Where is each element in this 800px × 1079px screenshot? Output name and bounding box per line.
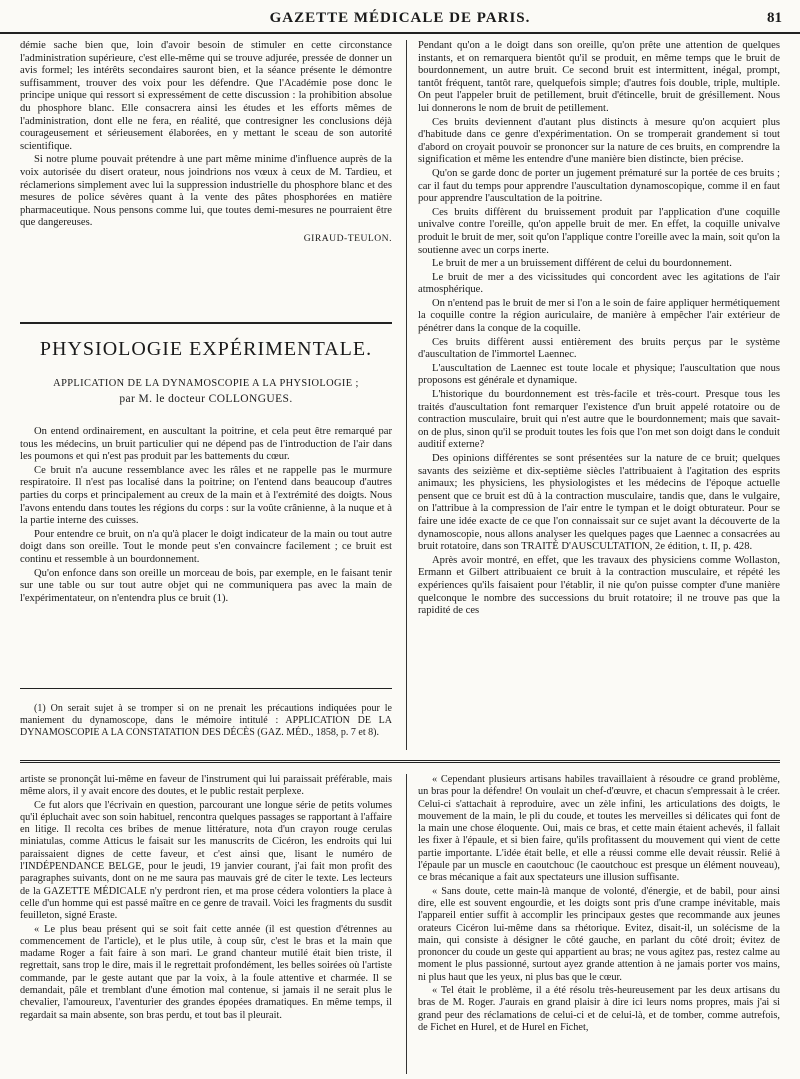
feuilleton-divider xyxy=(20,760,780,761)
signature: GIRAUD-TEULON. xyxy=(303,232,392,244)
paragraph: L'historique du bourdonnement est très-facile et très-court. Presque tous les traités d'auscultation font remarquer l'existence d'un bruit appelé rotatoire ou de contraction musculaire, bruit qui n'est autre que le bourdonnement; mais que savait-on de plus, sinon qu'il se produit toutes les fois que l'on met son doigt dans le conduit auditif externe? xyxy=(418,389,780,451)
paragraph: On entend ordinairement, en auscultant la poitrine, et cela peut être remarqué par tous les médecins, un bruit particulier qui ne dépend pas de l'introduction de l'air dans les poumons et qui n'est pas produit par les battements du cœur. xyxy=(20,426,392,463)
journal-title: GAZETTE MÉDICALE DE PARIS. xyxy=(269,10,531,26)
column-rule xyxy=(406,774,407,1074)
paragraph: Après avoir montré, en effet, que les travaux des physiciens comme Wollaston, Ermann et Gilbert attribuaient ce bruit à la contraction musculaire, et répété les expériences qu'ils faisaient pour l'établir, il nie qu'on puisse compter d'une manière quelconque le nombre des successions du bruit rotatoire; il ne trouve pas que la rapidité de ces xyxy=(418,554,780,617)
feuilleton-divider xyxy=(20,762,780,763)
paragraph: « Le plus beau présent qui se soit fait cette année (il est question d'étrennes au commencement de l'article), et le plus utile, à coup sûr, c'est le bras et la main que madame Roger a fait faire à son mari. Le grand chanteur mutilé était bien triste, il regrettait, sans trop le dire, mais il le regrettait profondément, les belles soirées où l'artiste commande, par le geste autant que par la voix, à la foule attentive et charmée. Il se demandait, pâle et tremblant d'une émotion mal contenue, si jamais il ne serait plus le chevalier, l'amoureux, l'aventurier des grandes épopées dramatiques. En même temps, il regardait sa main absente, son bras perdu, et tout bas il pleurait. xyxy=(20,923,392,1021)
column-right-top xyxy=(418,40,780,619)
page-header xyxy=(0,8,800,34)
feuilleton-right xyxy=(418,774,780,1035)
paragraph: démie sache bien que, loin d'avoir besoin de stimuler en cette circonstance l'administration supérieure, c'est elle-même qui se trouve adjurée, pressée de donner un avis formel; les intérêts secondaires sauront bien, et la séance présente le démontre suffisamment, trouver des voix pour les défendre. Que l'Académie pose donc le principe unique qui ressort si expressément de cette discussion : la prohibition absolue du phosphore blanc. Elle consacrera ainsi les études et les efforts mêmes de l'administration, dont elle ne fera, en réalité, que contresigner les conclusions déjà courageusement et sérieusement élaborées, en y mettant le sceau de son autorité scientifique. xyxy=(20,40,392,152)
paragraph: Pour entendre ce bruit, on n'a qu'à placer le doigt indicateur de la main ou tout autre doigt dans son oreille. Tout le monde peut s'en convaincre facilement ; ce bruit est continu et ressemble à un bourdonnement. xyxy=(20,528,392,565)
paragraph: Ce fut alors que l'écrivain en question, parcourant une longue série de petits volumes qu'il épluchait avec son soin habituel, rencontra quelques passages se rapportant à l'affaire en litige. Il recolta ces bribes de menue littérature, nota d'un crayon rouge cerulas miniatulas, comme Atticus le faisait sur les manuscrits de Cicéron, les endroits qui lui paraissaient dignes de cette faveur, et c'est ainsi que, lisant le numéro de l'INDÉPENDANCE BELGE, pour le jeudi, 19 janvier courant, j'ai fait mon profit des paragraphes suivants, dont on ne me saura pas mauvais gré de citer le texte. Les lecteurs de la GAZETTE MÉDICALE n'y perdront rien, et ma prose cédera volontiers la place à celle d'un homme qui est passé maître en ce genre de travail. Voici les fragments du susdit feuilleton, signé Eraste. xyxy=(20,799,392,922)
paragraph: « Tel était le problème, il a été résolu très-heureusement par les deux artisans du bras de M. Roger. J'aurais en grand plaisir à dire ici leurs noms propres, mais j'ai si grand peur des réclamations de celui-ci et de celui-là, et de tomber, comme autrefois, de Fichet en Hurel, et de Hurel en Fichet, xyxy=(418,985,780,1033)
footnote-divider xyxy=(20,688,392,689)
paragraph: Qu'on enfonce dans son oreille un morceau de bois, par exemple, en le faisant tenir sur une table ou sur tout autre objet qui ne communiquera pas avec la main de l'expérimentateur, on n'entendra plus ce bruit (1). xyxy=(20,567,392,604)
paragraph: On n'entend pas le bruit de mer si l'on a le soin de faire appliquer hermétiquement la coquille contre la région auriculaire, de manière à empêcher l'air extérieur de pénétrer dans la conque de la coquille. xyxy=(418,297,780,335)
paragraph: Des opinions différentes se sont présentées sur la nature de ce bruit; quelques savants des seizième et dix-septième siècles l'attribuaient à l'agitation des esprits animaux; les physiciens, les physiologistes et les médecins de l'époque actuelle pensent que ce bruit est dû à la contraction musculaire, tandis que, dans le vulgaire, on l'attribue à la compression de l'air entre le tympan et le doigt obturateur. Pour se faire une idée exacte de ce que l'on connaissait sur ce sujet avant la découverte de la dynamoscopie, nous allons analyser les quelques pages que Laennec a consacrées au bruit rotatoire, dans son TRAITÉ D'AUSCULTATION, 2e édition, t. II, p. 428. xyxy=(418,453,780,553)
paragraph: « Cependant plusieurs artisans habiles travaillaient à résoudre ce grand problème, un bras pour la défendre! On voulait un chef-d'œuvre, et chacun s'empressait à le créer. Celui-ci s'attachait à reproduire, avec un zèle infini, les articulations des doigts, le mouvement de la main, le pli du coude, et toutes les merveilles si délicates qui font de la main une chose éloquente. Oui, mais ce bras, et cette main étaient achevés, il fallait les fixer à l'épaule, et si bien faire, qu'ils profitassent du mouvement qui vient de cette partie importante. L'idée était belle, et elle a réussi comme elle devait réussir. Relié à l'épaule par un muscle en caoutchouc (le caoutchouc est presque un élément nouveau), ce bras mécanique a fait aux spectateurs une illusion suffisante. xyxy=(418,774,780,884)
paragraph: Ces bruits diffèrent aussi entièrement des bruits perçus par le système d'auscultation de l'immortel Laennec. xyxy=(418,336,780,361)
paragraph: artiste se prononçât lui-même en faveur de l'instrument qui lui paraissait préférable, mais même alors, il y avait encore des doutes, et le public restait perplexe. xyxy=(20,774,392,798)
page-number: 81 xyxy=(767,10,782,26)
paragraph: Ces bruits diffèrent du bruissement produit par l'application d'une coquille univalve contre l'oreille, qu'on appelle bruit de mer. En effet, la coquille univalve produit le bruit de mer, soit qu'on l'applique contre l'oreille avec la main, soit qu'on la soutienne avec un corps inerte. xyxy=(418,206,780,256)
column-left-article xyxy=(20,426,392,606)
article-author: par M. le docteur COLLONGUES. xyxy=(119,393,293,405)
section-title: PHYSIOLOGIE EXPÉRIMENTALE. xyxy=(39,338,373,360)
paragraph: Qu'on se garde donc de porter un jugement prématuré sur la portée de ces bruits ; car il faut du temps pour apprendre l'auscultation dynamoscopique, comme il en faut pour apprendre l'auscultation de la poitrine. xyxy=(418,167,780,205)
column-left-top xyxy=(20,40,392,246)
section-divider xyxy=(20,322,392,324)
feuilleton-left xyxy=(20,774,392,1023)
paragraph: L'auscultation de Laennec est toute locale et physique; l'auscultation que nous proposons est générale et dynamique. xyxy=(418,362,780,387)
paragraph: Si notre plume pouvait prétendre à une part même minime d'influence auprès de la voix autorisée du disert orateur, nous joindrions nos vœux à ceux de M. Tardieu, et réclamerions simplement avec lui la suppression industrielle du phosphore blanc et des mesures de police sévères quant à la vente des pâtes phosphorées en matière pharmaceutique. Nous pensons comme lui, que toutes demi-mesures ne pourraient être que dangereuses. xyxy=(20,154,392,229)
footnote: (1) On serait sujet à se tromper si on ne prenait les précautions indiquées pour le maniement du dynamoscope, dans le mémoire intitulé : APPLICATION DE LA DYNAMOSCOPIE A LA CONSTATATION DES DÉCÈS (GAZ. MÉD., 1858, p. 7 et 8). xyxy=(20,703,392,738)
paragraph: Ce bruit n'a aucune ressemblance avec les râles et ne rappelle pas le murmure respiratoire. Il n'est pas localisé dans la poitrine; on l'entend dans beaucoup d'autres parties du corps et principalement au creux de la main et à l'extrémité des doigts. Nous l'avons entendu dans toutes les régions du corps : sur la voûte crânienne, à la nuque et à la partie interne des cuisses. xyxy=(20,464,392,527)
paragraph: Le bruit de mer a des vicissitudes qui concordent avec les agitations de l'air atmosphérique. xyxy=(418,271,780,296)
paragraph: Le bruit de mer a un bruissement différent de celui du bourdonnement. xyxy=(432,258,732,270)
paragraph: Pendant qu'on a le doigt dans son oreille, qu'on prête une attention de quelques instants, et on remarquera bientôt qu'il se produit, en même temps que le bruit de bourdonnement, un autre bruit. Ce second bruit est intermittent, inégal, prompt, tantôt fréquent, tantôt rare, quelquefois simple; d'autres fois double, triple, multiple. On peut l'appeler bruit de petillement, bruit d'étincelle, bruit de grésillement. Nous lui donnerons le nom de bruit de petillement. xyxy=(418,40,780,114)
column-rule xyxy=(406,40,407,750)
paragraph: Ces bruits deviennent d'autant plus distincts à mesure qu'on acquiert plus d'habitude dans ce genre d'expérimentation. On se tromperait grandement si tout d'abord on croyait pouvoir se prononcer sur la nature de ces bruits, en comprendre la signification et même les entendre d'une manière bien distincte, bien précise. xyxy=(418,116,780,166)
article-subtitle: APPLICATION DE LA DYNAMOSCOPIE A LA PHYSIOLOGIE ; xyxy=(53,378,359,389)
paragraph: « Sans doute, cette main-là manque de volonté, d'énergie, et de babil, pour ainsi dire, elle est souvent engourdie, et les doigts sont pris d'une crampe inévitable, mais l'appareil entier suffit à accomplir les principaux gestes que recommande aux jeunes orateurs Cicéron lui-même dans sa rhétorique. Evitez, disait-il, un solécisme de la main, qui consiste à désigner le côté gauche, en parlant du côté droit; évitez de prononcer du coude un geste qui appartient au bras; ne vous agitez pas, restez calme au moment le plus passionné, surtout ayez grande attention à ne jamais porter vos mains, ni plus haut que les yeux, ni plus bas que le cœur. xyxy=(418,885,780,983)
